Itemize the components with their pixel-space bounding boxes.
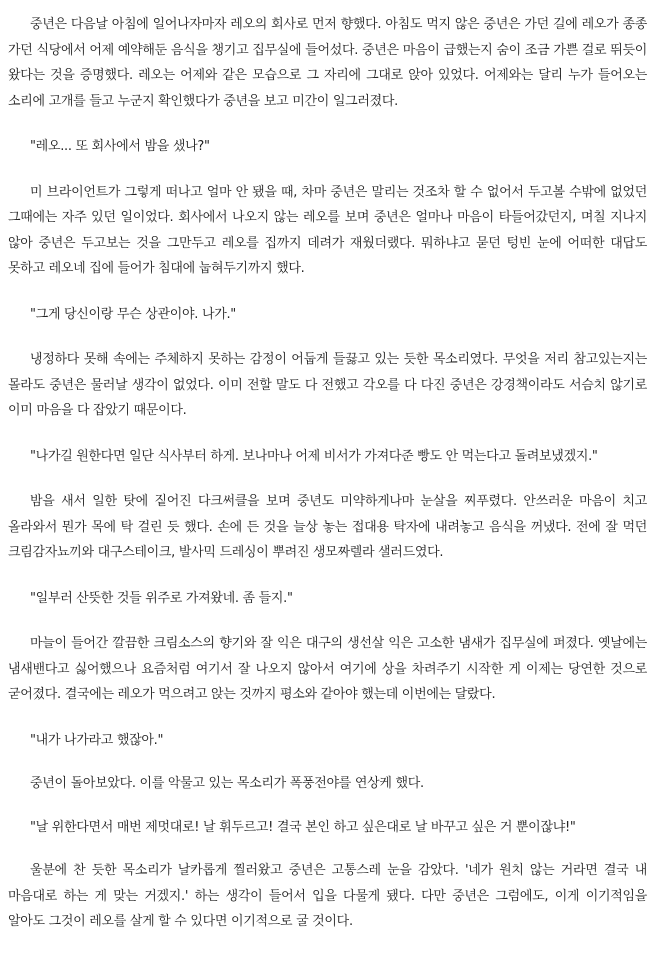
dialogue-3: "나가길 원한다면 일단 식사부터 하게. 보나마나 어제 비서가 가져다준 빵도 안 먹는다고 돌려보냈겠지."	[30, 448, 598, 464]
paragraph-5: 마늘이 들어간 깔끔한 크림소스의 향기와 잘 익은 대구의 생선살 익은 고소한 냄새가 집무실에 퍼졌다. 옛날에는 냄새밴다고 싫어했으나 요즘처럼 여기서 잘 나오지 않아서 여기에 상을 차려주기 시작한 게 이제는 당연한 것으로 굳어졌다. 결국에는 레오가 먹으려고 앉는 것까지 평소와 같아야 했는데 이번에는 달랐다.	[8, 636, 647, 702]
paragraph-7: 울분에 찬 듯한 목소리가 날카롭게 찔러왔고 중년은 고통스레 눈을 감았다. '네가 원치 않는 거라면 결국 내 마음대로 하는 게 맞는 거겠지.' 하는 생각이 들어서 입을 다물게 됐다. 다만 중년은 그럼에도, 이게 이기적임을 알아도 그것이 레오를 살게 할 수 있다면 이기적으로 굴 것이다.	[8, 863, 647, 929]
paragraph-1: 중년은 다음날 아침에 일어나자마자 레오의 회사로 먼저 향했다. 아침도 먹지 않은 중년은 가던 길에 레오가 종종 가던 식당에서 어제 예약해둔 음식을 챙기고 집무실에 들어섰다. 중년은 마음이 급했는지 숨이 조금 가쁜 걸로 뛰듯이 왔다는 것을 증명했다. 레오는 어제와 같은 모습으로 그 자리에 그대로 앉아 있었다. 어제와는 달리 누가 들어오는 소리에 고개를 들고 누군지 확인했다가 중년을 보고 미간이 일그러졌다.	[8, 17, 647, 109]
paragraph-3: 냉정하다 못해 속에는 주체하지 못하는 감정이 어둡게 들끓고 있는 듯한 목소리였다. 무엇을 저리 참고있는지는 몰라도 중년은 물러날 생각이 없었다. 이미 전할 말도 다 전했고 각오를 다 다진 중년은 강경책이라도 서슴치 않기로 이미 마음을 다 잡았기 때문이다.	[8, 352, 647, 418]
paragraph-2: 미 브라이언트가 그렇게 떠나고 얼마 안 됐을 때, 차마 중년은 말리는 것조차 할 수 없어서 두고볼 수밖에 없었던 그때에는 자주 있던 일이었다. 회사에서 나오지 않는 레오를 보며 중년은 얼마나 마음이 타들어갔던지, 며칠 지나지 않아 중년은 두고보는 것을 그만두고 레오를 집까지 데려가 재웠더랬다. 뭐하냐고 묻던 텅빈 눈에 어떠한 대답도 못하고 레오네 집에 들어가 침대에 눕혀두기까지 했다.	[8, 184, 647, 276]
dialogue-2: "그게 당신이랑 무슨 상관이야. 나가."	[30, 306, 236, 322]
dialogue-6: "날 위한다면서 매번 제멋대로! 날 휘두르고! 결국 본인 하고 싶은대로 날 바꾸고 싶은 거 뿐이잖냐!"	[30, 819, 576, 835]
dialogue-5: "내가 나가라고 했잖아."	[30, 732, 164, 748]
paragraph-4: 밤을 새서 일한 탓에 짙어진 다크써클을 보며 중년도 미약하게나마 눈살을 찌푸렸다. 안쓰러운 마음이 치고 올라와서 뭔가 목에 탁 걸린 듯 했다. 손에 든 것을 늘상 놓는 접대용 탁자에 내려놓고 음식을 꺼냈다. 전에 잘 먹던 크림감자뇨끼와 대구스테이크, 발사믹 드레싱이 뿌려진 생모짜렐라 샐러드였다.	[8, 494, 647, 560]
paragraph-6: 중년이 돌아보았다. 이를 악물고 있는 목소리가 폭풍전야를 연상케 했다.	[30, 776, 424, 791]
dialogue-1: "레오... 또 회사에서 밤을 샜나?"	[30, 139, 210, 154]
dialogue-4: "일부러 산뜻한 것들 위주로 가져왔네. 좀 들지."	[30, 590, 293, 606]
